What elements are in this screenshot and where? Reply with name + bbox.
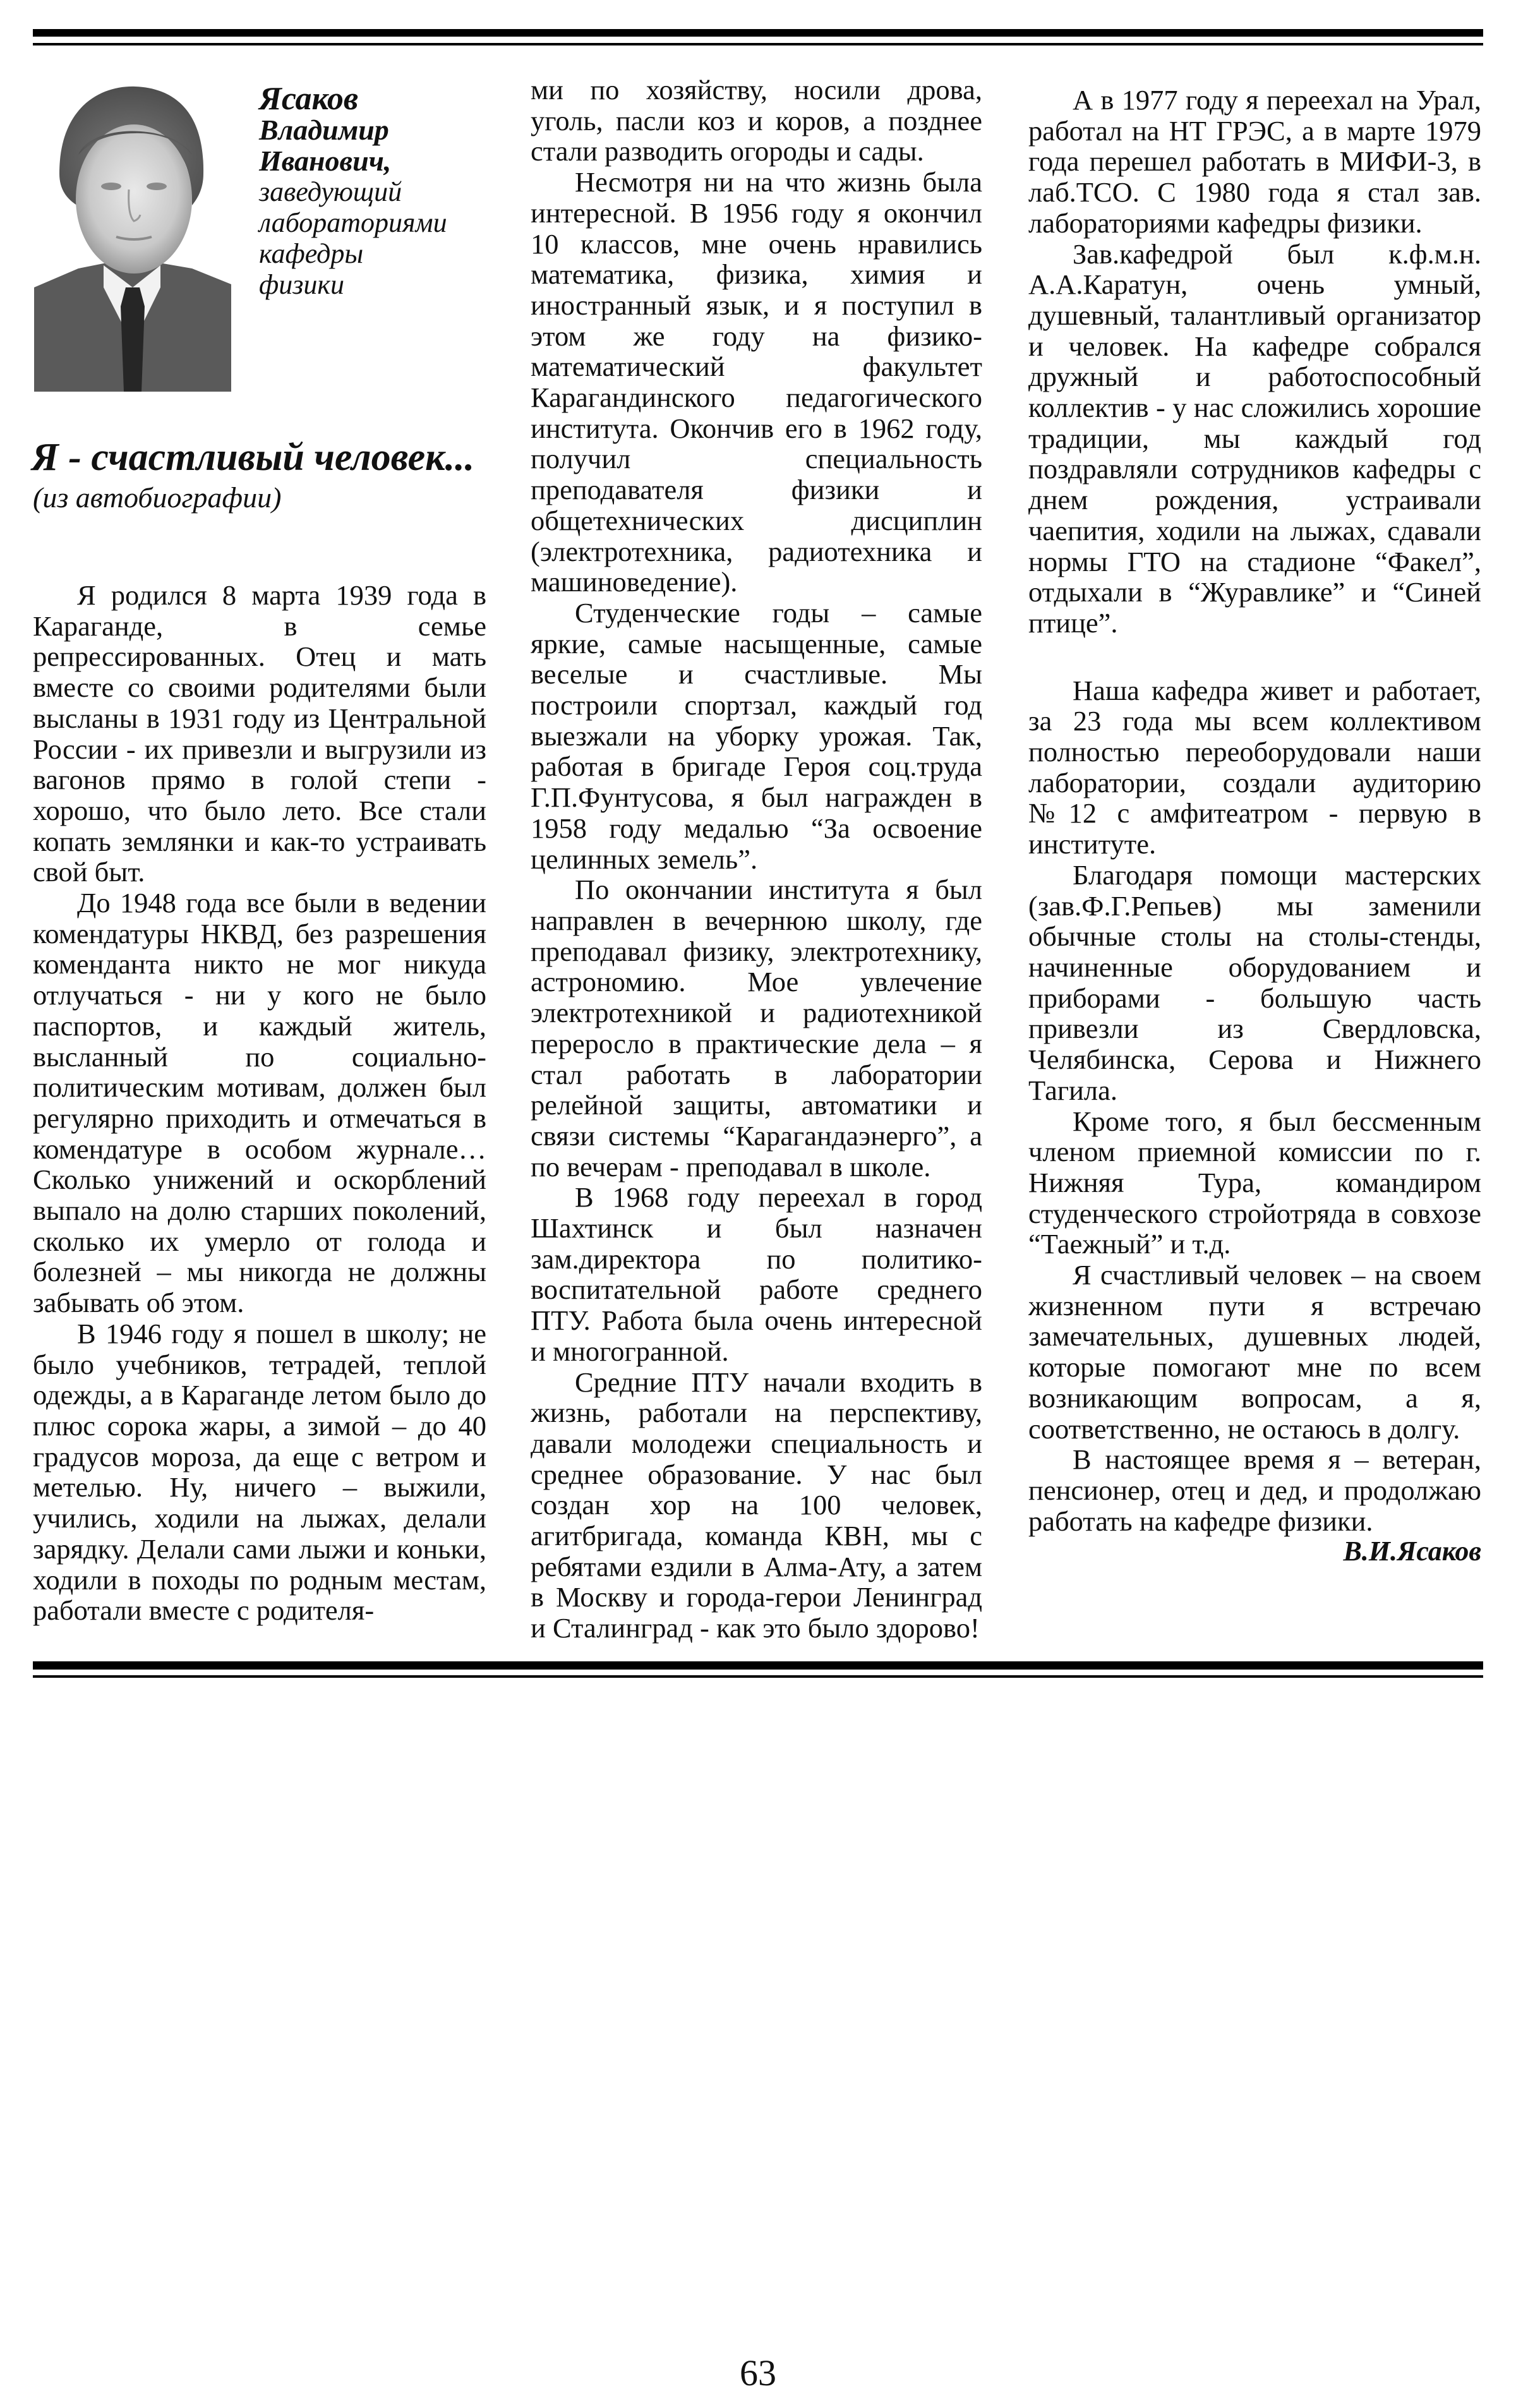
top-thin-rule	[33, 43, 1483, 45]
paragraph: Зав.кафедрой был к.ф.м.н. А.А.Каратун, очень умный, душевный, талантливый организатор и человек. На кафедре собрался дружный и работоспособный коллектив - у нас сложились хорошие традиции, мы каждый год поздравляли сотрудников кафедры с днем рождения, устраивали чаепития, ходили на лыжах, сдавали нормы ГТО на стадионе “Факел”, отдыхали в “Журавлике” и “Синей птице”.	[1028, 238, 1481, 639]
paragraph: Студенческие годы – самые яркие, самые насыщенные, самые веселые и счастливые. Мы построили спортзал, каждый год выезжали на уборку урожая. Так, работая в бригаде Героя соц.труда Г.П.Фунтусова, я был награжден в 1958 году медалью “За освоение целинных земель”.	[531, 596, 982, 875]
paragraph: Несмотря ни на что жизнь была интересной. В 1956 году я окончил 10 классов, мне очень нравились математика, физика, химия и иностранный язык, и я поступил в этом же году на физико-математический факультет Карагандинского педагогического института. Окончив его в 1962 году, получил специальность преподавателя физики и общетехнических дисциплин (электротехника, радиотехника и машиноведение).	[531, 166, 982, 598]
paragraph: В 1968 году переехал в город Шахтинск и был назначен зам.директора по политико-воспитательной работе среднего ПТУ. Работа была очень интересной и многогранной.	[531, 1181, 982, 1367]
article-column-1	[33, 580, 486, 1626]
portrait-image-icon	[34, 79, 231, 392]
paragraph: Я счастливый человек – на своем жизненном пути я встречаю замечательных, душевных людей, которые помогают мне по всем возникающим вопросам, а я, соответственно, не остаюсь в долгу.	[1028, 1259, 1481, 1445]
paragraph: В 1946 году я пошел в школу; не было учебников, тетрадей, теплой одежды, а в Караганде летом было до плюс сорока жары, а зимой – до 40 градусов мороза, да еще с ветром и метелью. Ну, ничего – выжили, учились, ходили на лыжах, делали зарядку. Делали сами лыжи и коньки, ходили в походы по родным местам, работали вместе с родителя-	[33, 1317, 486, 1627]
article-column-2	[531, 75, 982, 1644]
author-given-name: Владимир	[259, 114, 389, 146]
paragraph: Средние ПТУ начали входить в жизнь, работали на перспективу, давали молодежи специальность и среднее образование. У нас был создан хор на 100 человек, агитбригада, команда КВН, мы с ребятами ездили в Алма-Ату, а затем в Москву и города-герои Ленинград и Сталинград - как это было здорово!	[531, 1366, 982, 1644]
author-surname: Ясаков	[259, 81, 359, 117]
page-number: 63	[740, 2352, 776, 2393]
author-role-line: кафедры	[259, 238, 364, 269]
author-role-line: физики	[259, 269, 344, 300]
author-signature: В.И.Ясаков	[1343, 1536, 1481, 1567]
bottom-thick-rule	[33, 1661, 1483, 1670]
author-name-block	[259, 83, 486, 300]
author-patronymic: Иванович,	[259, 145, 392, 177]
article-title: Я - счастливый человек...	[32, 436, 475, 479]
paragraph: ми по хозяйству, носили дрова, уголь, пасли коз и коров, а позднее стали разводить огороды и сады.	[531, 74, 982, 167]
paragraph: Кроме того, я был бессменным членом приемной комиссии по г. Нижняя Тура, командиром студенческого стройотряда в совхозе “Таежный” и т.д.	[1028, 1105, 1481, 1260]
article-column-3	[1028, 85, 1481, 1567]
top-thick-rule	[33, 29, 1483, 37]
paragraph: Наша кафедра живет и работает, за 23 года мы всем коллективом полностью переоборудовали наши лаборатории, создали аудиторию №12 с амфитеатром - первую в институте.	[1028, 674, 1481, 860]
paragraph: Я родился 8 марта 1939 года в Караганде, в семье репрессированных. Отец и мать вместе со своими родителями были высланы в 1931 году из Центральной России - их привезли и выгрузили из вагонов прямо в голой степи - хорошо, что было лето. Все стали копать землянки и как-то устраивать свой быт.	[33, 579, 486, 888]
paragraph: В настоящее время я – ветеран, пенсионер, отец и дед, и продолжаю работать на кафедре физики.	[1028, 1443, 1481, 1537]
bottom-thin-rule	[33, 1675, 1483, 1678]
article-subtitle: (из автобиографии)	[33, 481, 282, 514]
author-role-line: заведующий	[259, 176, 402, 207]
paragraph: А в 1977 году я переехал на Урал, работал на НТ ГРЭС, а в марте 1979 года перешел работать в МИФИ-3, в лаб.ТСО. С 1980 года я стал зав. лабораториями кафедры физики.	[1028, 84, 1481, 239]
paragraph: По окончании института я был направлен в вечернюю школу, где преподавал физику, электротехнику, астрономию. Мое увлечение электротехникой и радиотехникой переросло в практические дела – я стал работать в лаборатории релейной защиты, автоматики и связи системы “Карагандаэнерго”, а по вечерам - преподавал в школе.	[531, 874, 982, 1183]
author-role-line: лабораториями	[259, 207, 447, 238]
paragraph: До 1948 года все были в ведении комендатуры НКВД, без разрешения коменданта никто не мог никуда отлучаться - ни у кого не было паспортов, и каждый житель, высланный по социально-политическим мотивам, должен был регулярно приходить и отмечаться в комендатуре в особом журнале…Сколько унижений и оскорблений выпало на долю старших поколений, сколько их умерло от голода и болезней – мы никогда не должны забывать об этом.	[33, 887, 486, 1319]
paragraph: Благодаря помощи мастерских (зав.Ф.Г.Репьев) мы заменили обычные столы на столы-стенды, начиненные оборудованием и приборами - большую часть привезли из Свердловска, Челябинска, Серова и Нижнего Тагила.	[1028, 858, 1481, 1106]
author-portrait-photo	[34, 79, 231, 392]
